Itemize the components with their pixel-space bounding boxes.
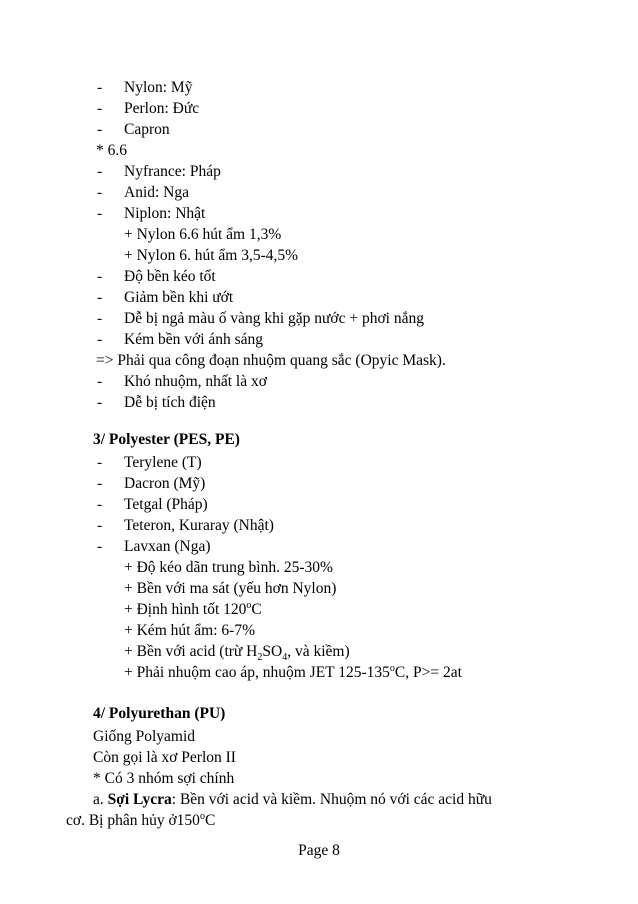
list-item-text: Nylon: Mỹ [124,79,193,96]
list-item-text: Perlon: Đức [124,100,200,117]
pu-text: * Có 3 nhóm sợi chính [93,770,235,787]
note-text [124,600,262,620]
note-text: + Nylon 6. hút ẩm 3,5-4,5% [124,247,299,264]
bullet-dash: - [97,310,103,327]
bullet-dash: - [97,205,103,222]
bullet-dash: - [97,268,103,285]
polyester-heading: 3/ Polyester (PES, PE) [93,431,240,448]
bullet-dash: - [97,373,103,390]
lycra-term: Sợi Lycra [107,791,172,808]
note-part: C [251,601,262,618]
lycra-desc: : Bền với acid và kiềm. Nhuộm nó với các acid hữu [171,791,492,808]
pu-text: Giống Polyamid [93,728,196,745]
list-item-text: Dacron (Mỹ) [124,475,206,492]
list-item-text: Khó nhuộm, nhất là xơ [124,373,267,390]
subscript: 4 [282,652,288,664]
list-item-text: Dễ bị tích điện [124,394,216,411]
subscript: 2 [257,652,263,664]
list-item-text: Độ bền kéo tốt [124,268,216,285]
lycra-part: C [204,812,216,829]
pu-text: Còn gọi là xơ Perlon II [93,749,236,766]
list-item-text: Dễ bị ngả màu ố vàng khi gặp nước + phơi nắng [124,310,424,327]
list-item-text: Giảm bền khi ướt [124,289,234,306]
bullet-dash: - [97,496,103,513]
bullet-dash: - [97,394,103,411]
bullet-dash: - [97,475,103,492]
lycra-text [93,790,492,810]
bullet-dash: - [97,331,103,348]
list-item-text: Niplon: Nhật [124,205,206,222]
lycra-text-2 [66,811,215,831]
list-item-text: Teteron, Kuraray (Nhật) [124,517,274,534]
bullet-dash: - [97,100,103,117]
bullet-dash: - [97,121,103,138]
lycra-prefix: a. [93,791,108,808]
bullet-dash: - [97,538,103,555]
bullet-dash: - [97,289,103,306]
list-item-text: Capron [124,121,170,138]
note-text: + Nylon 6.6 hút ẩm 1,3% [124,226,282,243]
note-text: + Bền với ma sát (yếu hơn Nylon) [124,580,337,597]
bullet-dash: - [97,454,103,471]
bullet-dash: - [97,163,103,180]
note-text [124,642,350,662]
conclusion-text: => Phải qua công đoạn nhuộm quang sắc (Opyic Mask). [96,352,446,369]
list-item-text: Tetgal (Pháp) [124,496,208,513]
note-part: C, P>= 2at [394,664,462,681]
note-part: + Định hình tốt 120 [124,601,247,618]
bullet-dash: - [97,79,103,96]
list-item-text: Terylene (T) [124,454,202,471]
degree-sup: o [199,810,205,822]
note-part: SO [262,643,283,660]
page-footer: Page 8 [298,842,340,859]
degree-sup: o [246,599,252,611]
list-item-text: Lavxan (Nga) [124,538,211,555]
star-label: * 6.6 [96,142,127,159]
pu-heading: 4/ Polyurethan (PU) [93,705,226,722]
note-part: , và kiềm) [287,643,350,660]
list-item-text: Anid: Nga [124,184,190,201]
lycra-part: cơ. Bị phân hủy ở150 [66,812,200,829]
note-text: + Kém hút ẩm: 6-7% [124,622,255,639]
note-text [124,663,462,683]
list-item-text: Kém bền với ánh sáng [124,331,264,348]
degree-sup: o [389,662,395,674]
note-text: + Độ kéo dãn trung bình. 25-30% [124,559,333,576]
note-part: + Phải nhuộm cao áp, nhuộm JET 125-135 [124,664,390,681]
note-part: + Bền với acid (trừ H [124,643,258,660]
bullet-dash: - [97,184,103,201]
list-item-text: Nyfrance: Pháp [124,163,221,180]
bullet-dash: - [97,517,103,534]
